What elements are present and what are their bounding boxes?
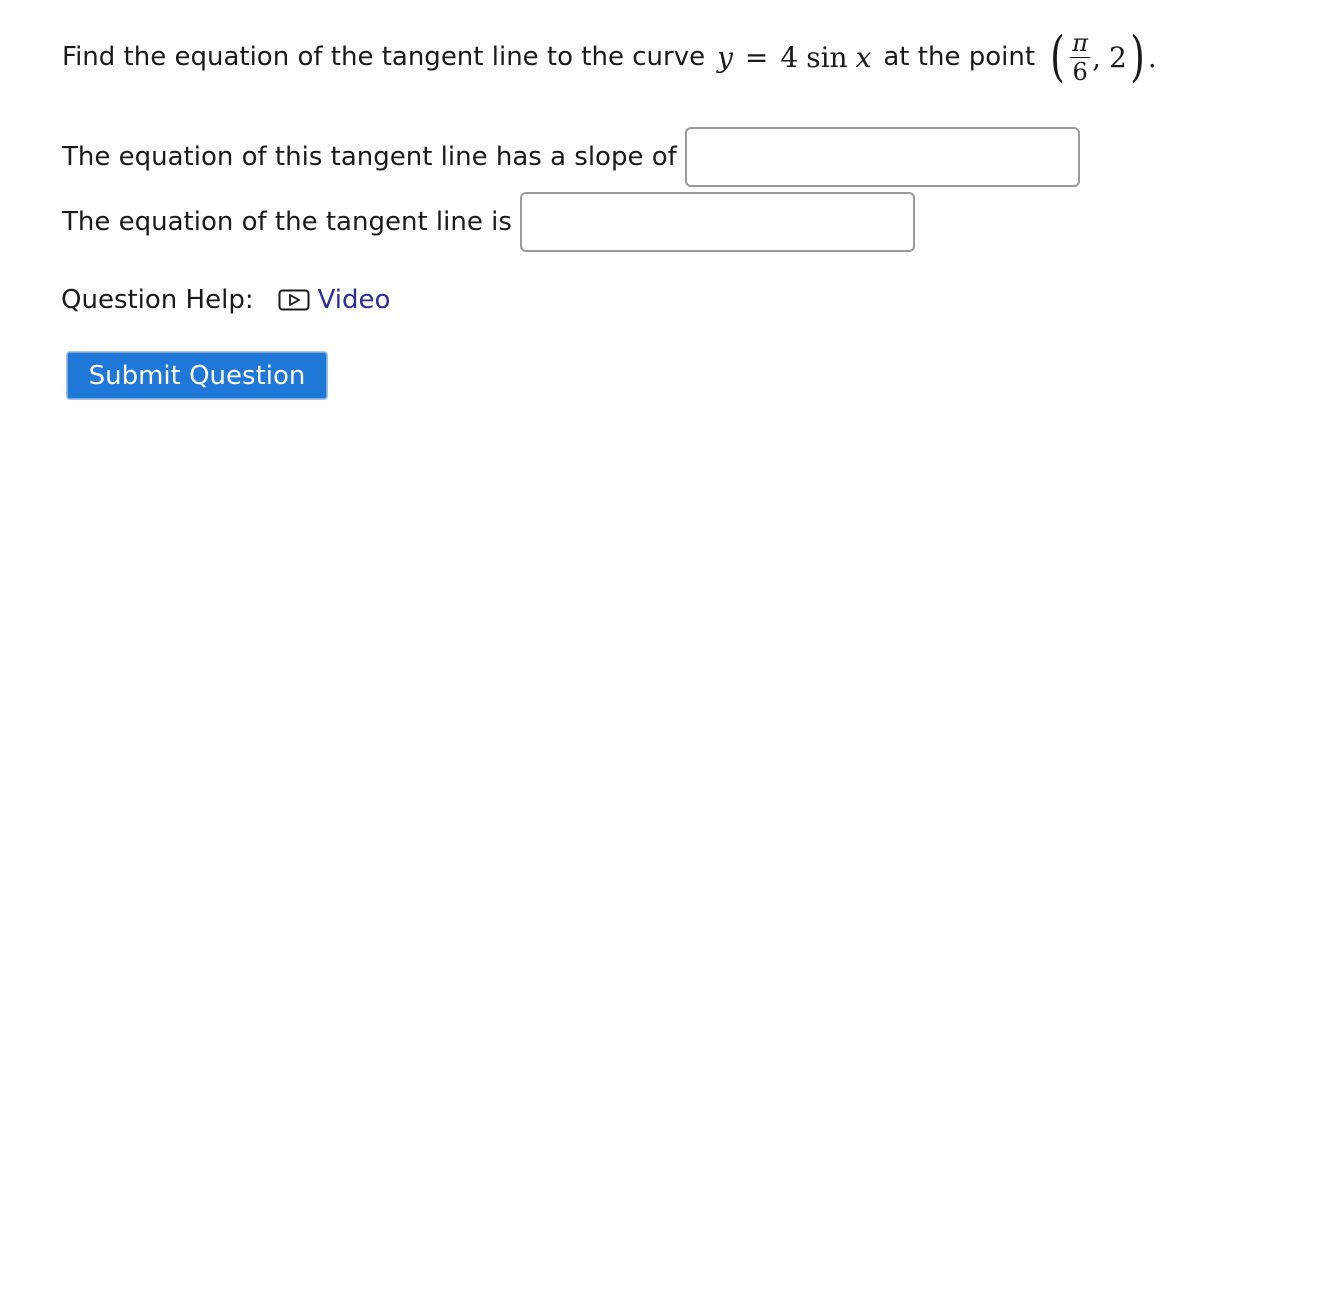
math-x: x [855, 40, 872, 74]
fraction-numerator: π [1072, 28, 1088, 57]
question-text [62, 22, 1157, 92]
question-period: . [1147, 40, 1157, 74]
tangent-line-label: The equation of the tangent line is [62, 207, 512, 237]
point-y-value: 2 [1109, 40, 1127, 74]
point-open-paren: ( [1050, 25, 1065, 88]
question-middle: at the point [883, 42, 1036, 72]
math-equals: = [744, 40, 769, 74]
slope-row [62, 127, 1080, 187]
tangent-line-row [62, 192, 915, 252]
math-function: sin [806, 40, 848, 74]
math-coefficient: 4 [780, 40, 799, 74]
question-prefix: Find the equation of the tangent line to the curve [62, 42, 706, 72]
question-help [61, 280, 390, 320]
submit-question-button[interactable]: Submit Question [66, 351, 328, 400]
point-comma: , [1092, 40, 1101, 74]
play-video-icon [278, 289, 310, 311]
point-fraction [1070, 28, 1090, 86]
slope-label: The equation of this tangent line has a slope of [62, 142, 677, 172]
slope-answer-input[interactable] [685, 127, 1080, 187]
video-link-label: Video [317, 285, 391, 315]
tangent-line-answer-input[interactable] [520, 192, 915, 252]
math-y: y [717, 40, 733, 74]
video-help-link[interactable] [278, 285, 391, 315]
point-close-paren: ) [1129, 25, 1145, 88]
fraction-denominator: 6 [1072, 57, 1088, 86]
question-help-label: Question Help: [61, 285, 254, 315]
